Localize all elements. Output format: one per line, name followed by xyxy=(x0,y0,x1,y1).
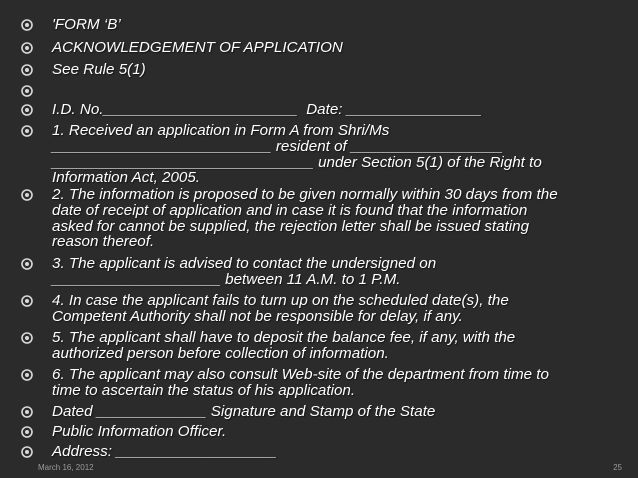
list-item xyxy=(20,187,618,250)
list-item xyxy=(20,404,618,422)
signature-line: Dated _____________ Signature and Stamp of the State xyxy=(52,403,436,420)
id-and-date-line: I.D. No._______________________ Date: ________________ xyxy=(52,101,482,118)
ring-bullet-icon xyxy=(20,40,52,58)
page-number: 25 xyxy=(613,463,622,472)
ring-bullet-icon xyxy=(20,367,52,385)
ring-bullet-icon xyxy=(20,83,52,101)
acknowledgement-heading: ACKNOWLEDGEMENT OF APPLICATION xyxy=(52,39,343,56)
list-item xyxy=(20,83,618,101)
list-item xyxy=(20,330,618,362)
list-item xyxy=(20,424,618,442)
ring-bullet-icon xyxy=(20,256,52,274)
clause-3: 3. The applicant is advised to contact the undersigned on ____________________ between 11 A.M. to 1 P.M. xyxy=(52,255,437,288)
list-item xyxy=(20,123,618,186)
clause-5: 5. The applicant shall have to deposit the balance fee, if any, with the authorized person before collection of information. xyxy=(52,329,516,362)
ring-bullet-icon xyxy=(20,187,52,205)
clause-6: 6. The applicant may also consult Web-site of the department from time to time to ascertain the status of his application. xyxy=(52,366,549,399)
ring-bullet-icon xyxy=(20,424,52,442)
officer-line: Public Information Officer. xyxy=(52,423,227,440)
footer-date: March 16, 2012 xyxy=(38,463,94,472)
form-title: 'FORM ‘B’ xyxy=(52,16,121,33)
list-item xyxy=(20,102,618,120)
list-item xyxy=(20,62,618,80)
ring-bullet-icon xyxy=(20,17,52,35)
ring-bullet-icon xyxy=(20,330,52,348)
list-item xyxy=(20,17,618,35)
list-item xyxy=(20,40,618,58)
ring-bullet-icon xyxy=(20,293,52,311)
list-item xyxy=(20,367,618,399)
ring-bullet-icon xyxy=(20,102,52,120)
list-item xyxy=(20,444,618,462)
ring-bullet-icon xyxy=(20,62,52,80)
ring-bullet-icon xyxy=(20,123,52,141)
clause-2: 2. The information is proposed to be given normally within 30 days from the date of receipt of application and in case it is found that the information asked for cannot be supplied, the rejection letter shall be issued stating reason thereof. xyxy=(52,186,558,251)
clause-1: 1. Received an application in Form A from Shri/Ms __________________________ resident of __________________ _______________________________ under Section 5(1) of the Right to Information Act, 2005. xyxy=(52,122,542,187)
clause-4: 4. In case the applicant fails to turn up on the scheduled date(s), the Competent Authority shall not be responsible for delay, if any. xyxy=(52,292,509,325)
address-line: Address: ___________________ xyxy=(52,443,277,460)
ring-bullet-icon xyxy=(20,404,52,422)
list-item xyxy=(20,293,618,325)
rule-reference: See Rule 5(1) xyxy=(52,61,146,78)
list-item xyxy=(20,256,618,288)
ring-bullet-icon xyxy=(20,444,52,462)
